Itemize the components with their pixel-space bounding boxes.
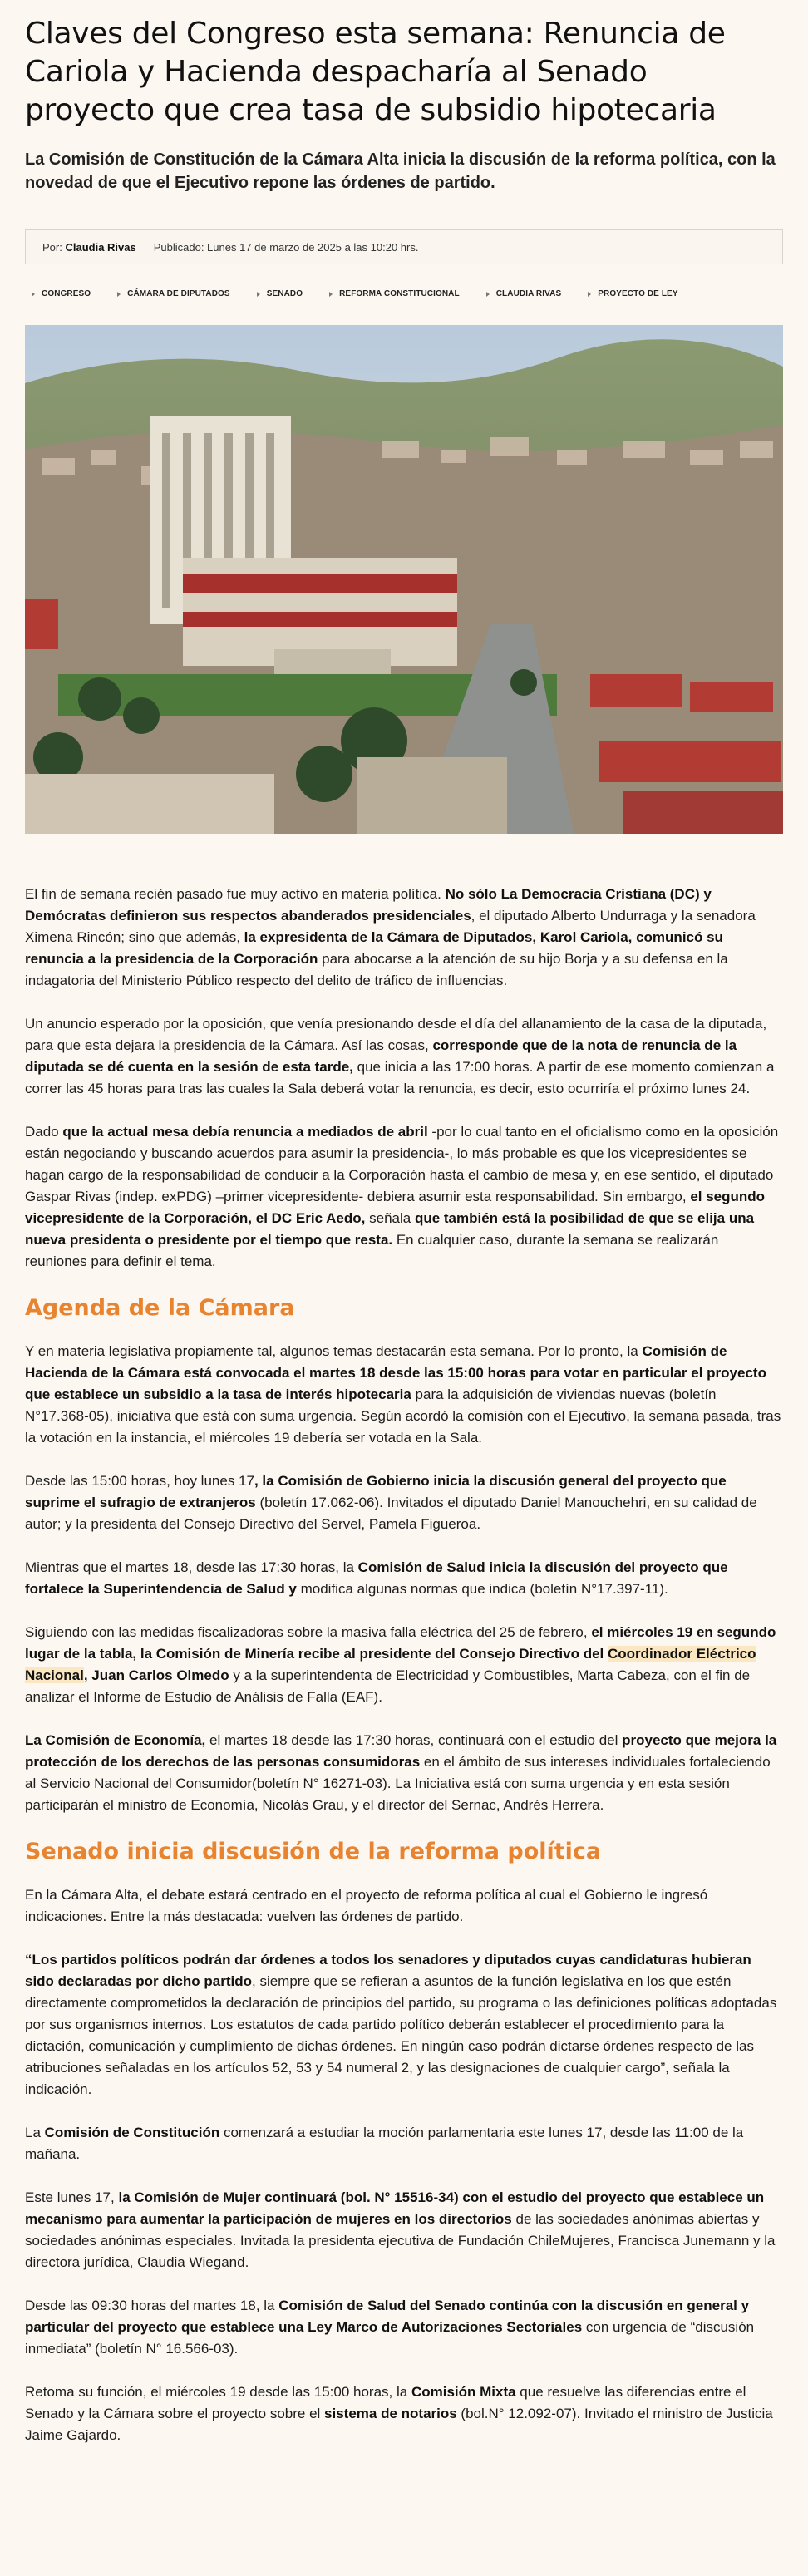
paragraph [25, 1557, 783, 1600]
text-run: que resuelve las diferencias entre el Senado y la Cámara sobre el proyecto sobre el [25, 2384, 746, 2421]
text-run: Comisión Mixta [411, 2384, 516, 2400]
text-run: modifica algunas normas que indica (boletín N°17.397-11). [296, 1581, 668, 1597]
text-run: el miércoles 19 en segundo lugar de la tabla, la Comisión de Minería recibe al presidente del Consejo Directivo del [25, 1624, 776, 1662]
text-run: Comisión de Hacienda de la Cámara está convocada el martes 18 desde las 15:00 horas para votar en particular el proyecto que establece un subsidio a la tasa de interés hipotecaria [25, 1343, 766, 1402]
tag-senado[interactable] [250, 286, 309, 302]
text-run: con urgencia de “discusión inmediata” (boletín N° 16.566-03). [25, 2319, 755, 2357]
article-body [25, 884, 783, 2446]
text-run: La [25, 2125, 45, 2140]
text-run: (bol.N° 12.092-07). Invitado el ministro de Justicia Jaime Gajardo. [25, 2406, 773, 2443]
paragraph [25, 2122, 783, 2165]
text-run: para la adquisición de viviendas nuevas (boletín N°17.368-05), iniciativa que está con suma urgencia. Según acordó la comisión con el Ejecutivo, la semana pasada, tras la votación en la instancia, el miércoles 19 debería ser votada en la Sala. [25, 1387, 781, 1446]
tag-label: PROYECTO DE LEY [598, 289, 678, 298]
headline: Claves del Congreso esta semana: Renuncia de Cariola y Hacienda despacharía al Senado proyecto que crea tasa de subsidio hipotecaria [25, 17, 726, 127]
tag-label: CLAUDIA RIVAS [495, 289, 562, 298]
text-run: Mientras que el martes 18, desde las 17:30 horas, la [25, 1559, 358, 1575]
text-run: Este lunes 17, [25, 2189, 119, 2205]
text-run: Un anuncio esperado por la oposición, que venía presionando desde el día del allanamiento de la casa de la diputada, para que esta dejara la presidencia de la Cámara. Así las cosas, [25, 1016, 767, 1053]
text-run: el segundo vicepresidente de la Corporación, el DC Eric Aedo, [25, 1189, 766, 1226]
text-run: proyecto que mejora la protección de los derechos de las personas consumidoras [25, 1732, 777, 1770]
text-run: señala [365, 1210, 415, 1226]
text-run: Siguiendo con las medidas fiscalizadoras sobre la masiva falla eléctrica del 25 de febrero, [25, 1624, 592, 1640]
tag-label: SENADO [266, 289, 303, 298]
tag-list [25, 286, 783, 302]
tag-label: CÁMARA DE DIPUTADOS [127, 289, 230, 298]
text-run: En la Cámara Alta, el debate estará centrado en el proyecto de reforma política al cual el Gobierno le ingresó indicaciones. Entre la más destacada: vuelven las órdenes de partido. [25, 1887, 708, 1924]
text-run: Desde las 09:30 horas del martes 18, la [25, 2298, 279, 2313]
tag-arrow-icon [257, 292, 260, 297]
text-run: para abocarse a la atención de su hijo Borja y a su defensa en la indagatoria del Ministerio Público respecto del delito de tráfico de influencias. [25, 951, 728, 988]
text-run: de las sociedades anónimas abiertas y sociedades anónimas especiales. Invitada la presidenta ejecutiva de Fundación ChileMujeres, Francisca Junemann y la directora jurídica, Claudia Wiegand. [25, 2211, 776, 2270]
paragraph [25, 1622, 783, 1708]
lead-summary: La Comisión de Constitución de la Cámara Alta inicia la discusión de la reforma política, con la novedad de que el Ejecutivo repone las órdenes de partido. [25, 150, 776, 192]
tag-label: REFORMA CONSTITUCIONAL [339, 289, 460, 298]
paragraph [25, 1884, 783, 1928]
publish-date: Publicado: Lunes 17 de marzo de 2025 a las 10:20 hrs. [153, 240, 419, 254]
text-run: corresponde que de la nota de renuncia de la diputada se dé cuenta en la sesión de esta tarde, [25, 1037, 737, 1075]
text-run: , Juan Carlos Olmedo [83, 1667, 229, 1683]
text-run: comenzará a estudiar la moción parlamentaria este lunes 17, desde las 11:00 de la mañana. [25, 2125, 744, 2162]
tag-label: CONGRESO [42, 289, 91, 298]
paragraph [25, 2295, 783, 2360]
tag-arrow-icon [329, 292, 333, 297]
tag-camara-diputados[interactable] [111, 286, 237, 302]
section-heading-agenda: Agenda de la Cámara [25, 1295, 295, 1321]
text-run: Dado [25, 1124, 63, 1140]
text-run: No sólo La Democracia Cristiana (DC) y Demócratas definieron sus respectos abanderados presidenciales [25, 886, 712, 924]
tag-proyecto-de-ley[interactable] [581, 286, 684, 302]
tag-arrow-icon [32, 292, 35, 297]
text-run: El fin de semana recién pasado fue muy activo en materia política. [25, 886, 446, 902]
text-run: “Los partidos políticos podrán dar órdenes a todos los senadores y diputados cuyas candidaturas hubieran sido declaradas por dicho partido [25, 1952, 751, 1989]
tag-arrow-icon [117, 292, 121, 297]
tag-arrow-icon [588, 292, 591, 297]
text-run: el martes 18 desde las 17:30 horas, continuará con el estudio del [205, 1732, 623, 1748]
text-run: la expresidenta de la Cámara de Diputados, Karol Cariola, comunicó su renuncia a la presidencia de la Corporación [25, 929, 723, 967]
text-run: En cualquier caso, durante la semana se realizarán reuniones para definir el tema. [25, 1232, 719, 1269]
text-run: que inicia a las 17:00 horas. A partir de ese momento comienzan a correr las 45 horas para tras las cuales la Sala deberá votar la renuncia, es decir, esto ocurriría el próximo lunes 24. [25, 1059, 775, 1096]
text-run: Desde las 15:00 horas, hoy lunes 17 [25, 1473, 254, 1489]
text-run: en el ámbito de sus intereses individuales fortaleciendo al Servicio Nacional del Consumidor(boletín N° 16271-03). La Iniciativa está con suma urgencia y en esta sesión participarán el ministro de Economía, Nicolás Grau, y el director del Sernac, Andrés Herrera. [25, 1754, 771, 1813]
paragraph [25, 1949, 783, 2101]
paragraph [25, 1730, 783, 1816]
text-run: Retoma su función, el miércoles 19 desde las 15:00 horas, la [25, 2384, 411, 2400]
text-run: Comisión de Salud inicia la discusión del proyecto que fortalece la Superintendencia de Salud y [25, 1559, 728, 1597]
byline-label: Por: [42, 240, 62, 254]
text-run: que también está la posibilidad de que se elija una nueva presidenta o presidente por el tiempo que resta. [25, 1210, 755, 1248]
paragraph [25, 1470, 783, 1535]
paragraph [25, 1341, 783, 1449]
section-heading-senado: Senado inicia discusión de la reforma política [25, 1839, 602, 1864]
tag-arrow-icon [486, 292, 490, 297]
byline-box [25, 229, 783, 264]
text-run: Comisión de Constitución [44, 2125, 220, 2140]
paragraph [25, 2187, 783, 2273]
tag-congreso[interactable] [25, 286, 97, 302]
paragraph [25, 884, 783, 992]
text-run: que la actual mesa debía renuncia a mediados de abril [62, 1124, 428, 1140]
text-run: , el diputado Alberto Undurraga y la senadora Ximena Rincón; sino que además, [25, 908, 756, 945]
text-run: sistema de notarios [324, 2406, 457, 2421]
text-run: , siempre que se refieran a asuntos de la función legislativa en los que estén directamente comprometidos la declaración de principios del partido, su programa o las definiciones políticas adoptadas por sus organismos internos. Los estatutos de cada partido político deberán establecer el procedimiento para la dictación, comunicación y cumplimiento de dichas órdenes. En ningún caso podrán dictarse órdenes respecto de las atribuciones señaladas en los artículos 52, 53 y 54 numeral 2, y las designaciones de cualquier cargo”, señala la indicación. [25, 1973, 777, 2097]
text-run: y a la superintendenta de Electricidad y Combustibles, Marta Cabeza, con el fin de analizar el Informe de Estudio de Análisis de Falla (EAF). [25, 1667, 751, 1705]
paragraph [25, 2381, 783, 2446]
tag-claudia-rivas[interactable] [480, 286, 569, 302]
paragraph [25, 1121, 783, 1273]
text-run: Coordinador Eléctrico Nacional [25, 1646, 756, 1683]
hero-photo-congress-building [25, 325, 783, 834]
text-run: La Comisión de Economía, [25, 1732, 206, 1748]
author-link[interactable]: Claudia Rivas [65, 240, 136, 254]
text-run: Y en materia legislativa propiamente tal, algunos temas destacarán esta semana. Por lo pronto, la [25, 1343, 643, 1359]
text-run: -por lo cual tanto en el oficialismo como en la oposición están negociando y buscando acuerdos para asumir la presidencia-, lo más probable es que los vicepresidentes se hagan cargo de la responsabilidad de conducir a la Corporación hasta el cambio de mesa y, en ese sentido, el diputado Gaspar Rivas (indep. exPDG) –primer vicepresidente- debiera asumir esta responsabilidad. Sin embargo, [25, 1124, 779, 1204]
text-run: (boletín 17.062-06). Invitados el diputado Daniel Manouchehri, en su calidad de autor; y la presidenta del Consejo Directivo del Servel, Pamela Figueroa. [25, 1495, 757, 1532]
text-run: , la Comisión de Gobierno inicia la discusión general del proyecto que suprime el sufragio de extranjeros [25, 1473, 727, 1510]
text-run: la Comisión de Mujer continuará (bol. N° 15516-34) con el estudio del proyecto que establece un mecanismo para aumentar la participación de mujeres en los directorios [25, 2189, 765, 2227]
text-run: Comisión de Salud del Senado continúa con la discusión en general y particular del proyecto que establece una Ley Marco de Autorizaciones Sectoriales [25, 2298, 750, 2335]
tag-reforma-constitucional[interactable] [323, 286, 466, 302]
paragraph [25, 1013, 783, 1100]
